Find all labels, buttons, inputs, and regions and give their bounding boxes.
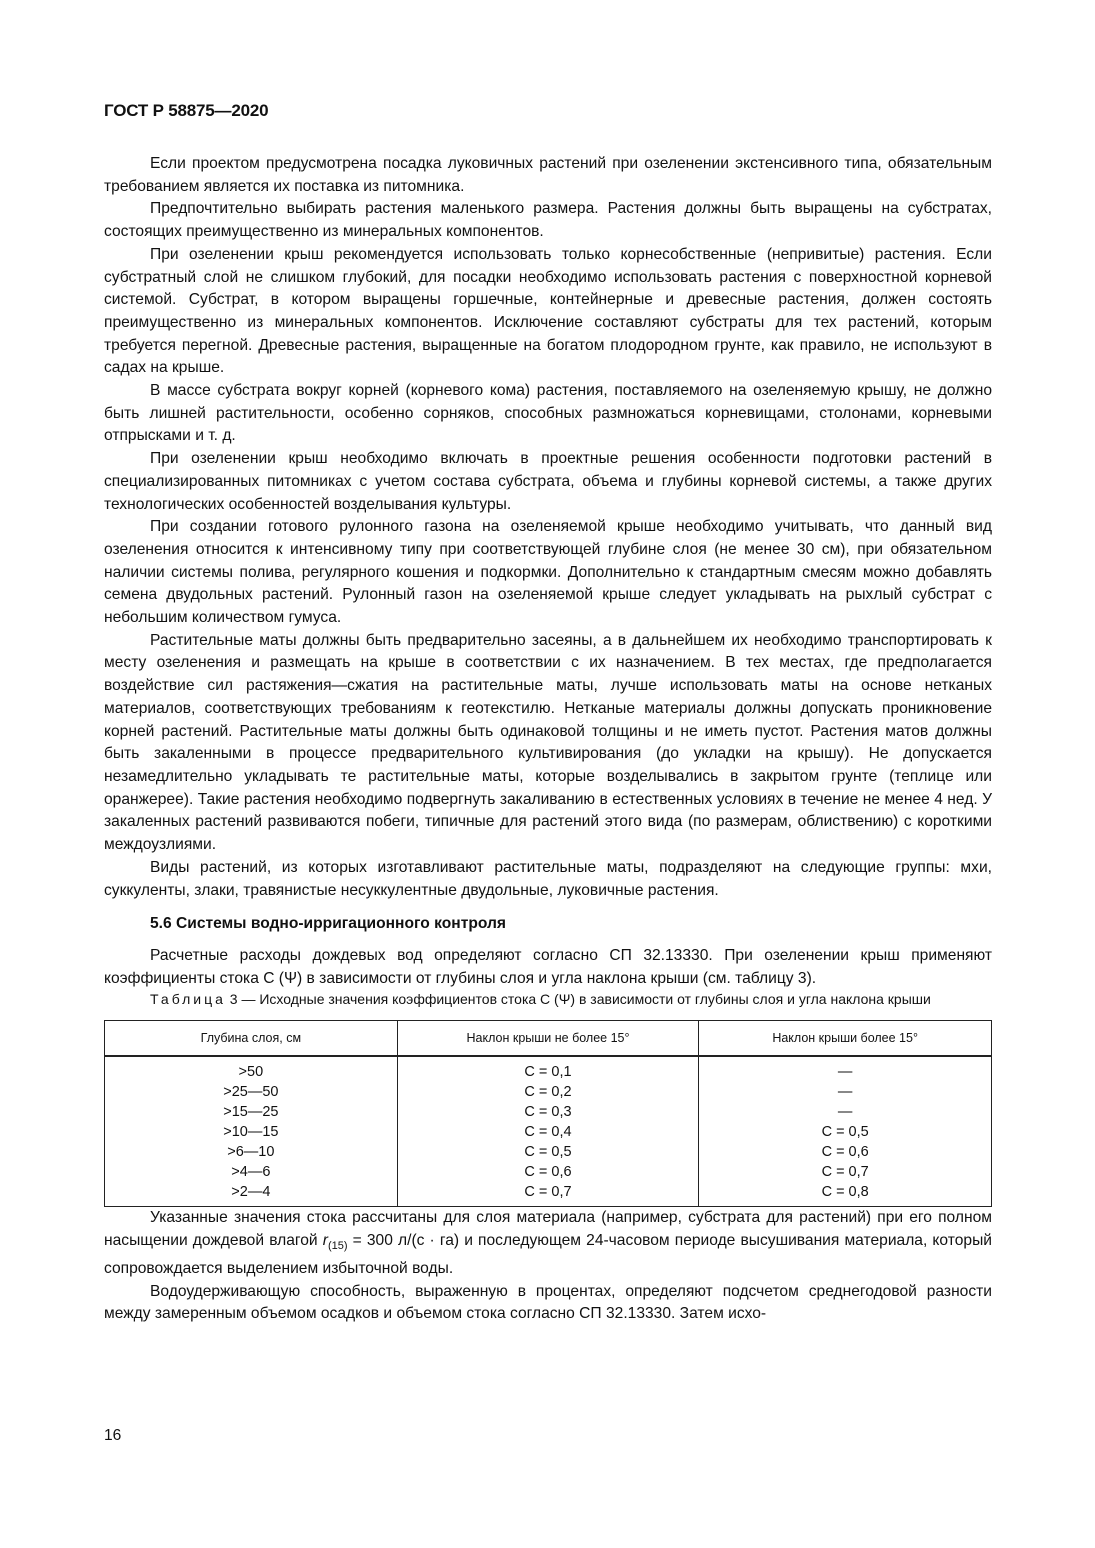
table-cell: >4—6 <box>231 1164 271 1181</box>
table-cell: >6—10 <box>227 1144 275 1161</box>
table-cell: С = 0,5 <box>524 1144 572 1161</box>
depth-column <box>105 1056 398 1207</box>
rain-intensity-symbol: r <box>322 1232 328 1250</box>
slope-low-column <box>397 1056 699 1207</box>
table-cell: — <box>837 1104 853 1121</box>
paragraph: При озеленении крыш рекомендуется использовать только корнесобственные (непривитые) растения. Если субстратный слой не слишком глубокий, для посадки необходимо использовать растения с поверхностной корневой системой. Субстрат, в котором выращены горшечные, контейнерные и древесные растения, должен состоять преимущественно из минеральных компонентов. Исключение составляют субстраты для тех растений, которым требуется перегной. Древесные растения, выращенные на богатом плодородном грунте, как правило, не используют в садах на крыше. <box>104 245 992 377</box>
table-cell: С = 0,2 <box>524 1084 572 1101</box>
paragraph: Виды растений, из которых изготавливают растительные маты, подразделяют на следующие группы: мхи, суккуленты, злаки, травянистые несуккулентные двудольные, луковичные растения. <box>104 858 992 899</box>
text-run: = 300 л/(с · га) и последующем 24-часовом периоде высушивания материала, который сопровождается выделением избыточной воды. <box>104 1232 992 1277</box>
paragraph: При создании готового рулонного газона на озеленяемой крыше необходимо учитывать, что данный вид озеленения относится к интенсивному типу при соответствующей глубине слоя (не менее 30 см), при обязательном наличии системы полива, регулярного кошения и подкормки. Дополнительно к стандартным смесям можно добавлять семена двудольных растений. Рулонный газон на озеленяемой крыше следует укладывать на рыхлый субстрат с небольшим количеством гумуса. <box>104 518 992 627</box>
table-cell: С = 0,3 <box>524 1104 572 1121</box>
table-cell: >2—4 <box>231 1184 271 1201</box>
paragraph: При озеленении крыш необходимо включать в проектные решения особенности подготовки растений в специализированных питомниках с учетом состава субстрата, объема и глубины корневой системы, а также других технологических особенностей возделывания культуры. <box>104 450 992 513</box>
page-number: 16 <box>104 1427 122 1444</box>
slope-high-column <box>699 1056 992 1207</box>
table-cell: С = 0,1 <box>524 1064 572 1081</box>
table-cell: >25—50 <box>223 1084 279 1101</box>
table-cell: С = 0,7 <box>524 1184 572 1201</box>
table-header-row <box>105 1021 992 1057</box>
paragraph-water-retention: Водоудерживающую способность, выраженную в процентах, определяют подсчетом среднегодовой разности между замеренным объемом осадков и объемом стока согласно СП 32.13330. Затем исхо- <box>104 1282 992 1323</box>
table-cell: — <box>837 1084 853 1101</box>
table-cell: С = 0,5 <box>821 1124 869 1141</box>
column-header-depth: Глубина слоя, см <box>105 1021 398 1057</box>
paragraph: Предпочтительно выбирать растения маленького размера. Растения должны быть выращены на субстратах, состоящих преимущественно из минеральных компонентов. <box>104 200 992 241</box>
paragraph: Если проектом предусмотрена посадка луковичных растений при озеленении экстенсивного типа, обязательным требованием является их поставка из питомника. <box>104 155 992 195</box>
section-intro: Расчетные расходы дождевых вод определяют согласно СП 32.13330. При озеленении крыш применяют коэффициенты стока С (Ψ) в зависимости от глубины слоя и угла наклона крыши (см. таблицу 3). <box>104 946 992 987</box>
table-cell: — <box>837 1064 853 1081</box>
section-title: 5.6 Системы водно-ирригационного контроля <box>150 915 506 933</box>
table-cell: С = 0,7 <box>821 1164 869 1181</box>
column-header-slope-high: Наклон крыши более 15° <box>699 1021 992 1057</box>
paragraph: Растительные маты должны быть предварительно засеяны, а в дальнейшем их необходимо транспортировать к месту озеленения и размещать на крыше в соответствии с их назначением. В тех местах, где предполагается воздействие сил растяжения—сжатия на растительные маты, лучше использовать маты на основе нетканых материалов, соответствующих требованиям к геотекстилю. Нетканые материалы должны допускать проникновение корней растений. Растительные маты должны быть одинаковой толщины и не иметь пустот. Растения матов должны быть закаленными в процессе предварительного культивирования (до укладки на крышу). Не допускается незамедлительно укладывать те растительные маты, которые возделывались в закрытом грунте (теплице или оранжерее). Такие растения необходимо подвергнуть закаливанию в естественных условиях в течение не менее 4 нед. У закаленных растений развиваются побеги, типичные для растений этого вида (по размерам, облиствению) с короткими междоузлиями. <box>104 631 992 854</box>
table-cell: С = 0,8 <box>821 1184 869 1201</box>
table-caption <box>104 990 992 1009</box>
column-header-slope-low: Наклон крыши не более 15° <box>397 1021 699 1057</box>
table-cell: С = 0,4 <box>524 1124 572 1141</box>
text-run: Указанные значения стока рассчитаны для слоя материала (например, субстрата для растений) при его полном насыщении дождевой влагой <box>104 1209 992 1250</box>
table-caption-text: 3 — Исходные значения коэффициентов стока С (Ψ) в зависимости от глубины слоя и угла наклона крыши <box>229 991 931 1008</box>
runoff-coefficient-table <box>104 1020 992 1207</box>
table-cell: >15—25 <box>223 1104 279 1121</box>
paragraph-runoff-note <box>104 1207 992 1280</box>
table-cell: >10—15 <box>223 1124 279 1141</box>
rain-intensity-subscript: (15) <box>327 1240 348 1253</box>
table-cell: С = 0,6 <box>524 1164 572 1181</box>
body-text <box>104 153 992 1326</box>
table-cell: С = 0,6 <box>821 1144 869 1161</box>
table-caption-label: Таблица <box>150 991 226 1008</box>
standard-header: ГОСТ Р 58875—2020 <box>104 101 269 120</box>
paragraph: В массе субстрата вокруг корней (корневого кома) растения, поставляемого на озеленяемую крышу, не должно быть лишней растительности, особенно сорняков, способных размножаться корневищами, столонами, корневыми отпрысками и т. д. <box>104 382 992 445</box>
table-cell: >50 <box>238 1064 264 1081</box>
table-body <box>105 1056 992 1207</box>
